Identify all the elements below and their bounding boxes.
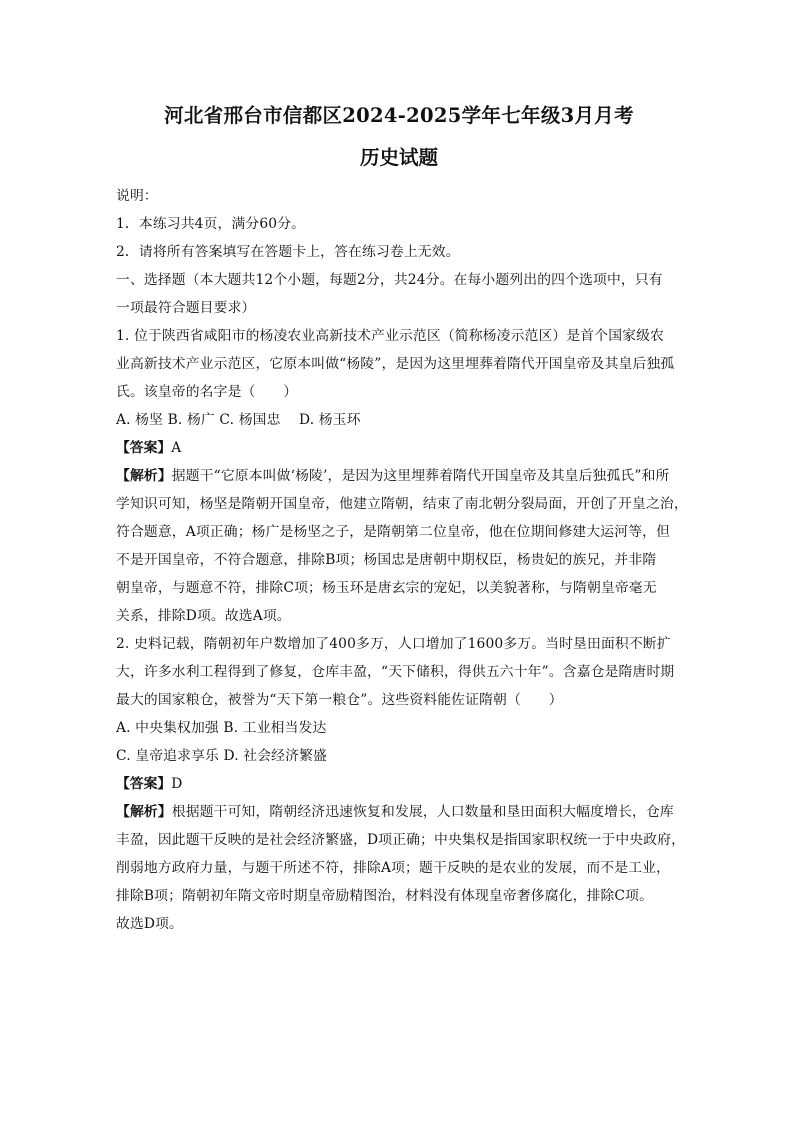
page-title: 河北省邢台市信都区2024-2025学年七年级3月月考 — [164, 104, 634, 127]
question-stem: 最大的国家粮仓，被誉为“天下第一粮仓”。这些资料能佐证隋朝（ ） — [116, 692, 563, 708]
answer-value: A — [171, 440, 182, 456]
analysis-line: 故选D项。 — [116, 916, 183, 932]
section-heading: 一、选择题（本大题共12个小题，每题2分，共24分。在每小题列出的四个选项中，只有 — [116, 272, 663, 288]
answer-line — [116, 434, 682, 462]
page-subtitle: 历史试题 — [359, 146, 438, 169]
instructions-heading: 说明： — [116, 188, 158, 204]
question-stem: 氏。该皇帝的名字是（ ） — [116, 384, 298, 400]
analysis-line: 符合题意，A项正确；杨广是杨坚之子，是隋朝第二位皇帝，他在位期间修建大运河等，但 — [116, 524, 671, 540]
question-options: A. 中央集权加强 B. 工业相当发达 — [116, 720, 327, 736]
analysis-line: 丰盈，因此题干反映的是社会经济繁盛，D项正确；中央集权是指国家职权统一于中央政府， — [116, 832, 686, 848]
analysis-line: 学知识可知，杨坚是隋朝开国皇帝，他建立隋朝，结束了南北朝分裂局面，开创了开皇之治， — [116, 496, 688, 512]
question-stem: 1. 位于陕西省咸阳市的杨凌农业高新技术产业示范区（简称杨凌示范区）是首个国家级农 — [116, 328, 664, 344]
question-stem: 业高新技术产业示范区，它原本叫做“杨陵”，是因为这里埋葬着隋代开国皇帝及其皇后独孤 — [116, 356, 675, 372]
analysis-line — [116, 798, 682, 826]
analysis-tag: 【解析】 — [116, 804, 172, 820]
analysis-line: 不是开国皇帝，不符合题意，排除B项；杨国忠是唐朝中期权臣，杨贵妃的族兄，并非隋 — [116, 552, 657, 568]
analysis-line: 排除B项；隋朝初年隋文帝时期皇帝励精图治，材料没有体现皇帝奢侈腐化，排除C项。 — [116, 888, 654, 904]
question-options: C. 皇帝追求享乐 D. 社会经济繁盛 — [116, 748, 327, 764]
answer-tag: 【答案】 — [116, 776, 172, 792]
answer-tag: 【答案】 — [116, 440, 172, 456]
question-1 — [116, 322, 688, 630]
analysis-text: 根据题干可知，隋朝经济迅速恢复和发展，人口数量和垦田面积大幅度增长，仓库 — [171, 804, 674, 820]
question-stem: 2. 史料记载，隋朝初年户数增加了400多万，人口增加了1600多万。当时垦田面积不断扩 — [116, 636, 671, 652]
answer-value: D — [171, 776, 183, 792]
answer-line — [116, 770, 682, 798]
question-stem: 大，许多水利工程得到了修复，仓库丰盈，“天下储积，得供五六十年”。含嘉仓是隋唐时期 — [116, 664, 675, 680]
instruction-item: 1．本练习共4页，满分60分。 — [116, 216, 306, 232]
instruction-item: 2．请将所有答案填写在答题卡上，答在练习卷上无效。 — [116, 244, 460, 260]
analysis-text: 据题干“它原本叫做‘杨陵’，是因为这里埋葬着隋代开国皇帝及其皇后独孤氏”和所 — [171, 468, 670, 484]
analysis-line: 关系，排除D项。故选A项。 — [116, 608, 291, 624]
analysis-tag: 【解析】 — [116, 468, 172, 484]
section-heading-cont: 一项最符合题目要求） — [116, 300, 256, 316]
analysis-line — [116, 462, 682, 490]
analysis-line: 朝皇帝，与题意不符，排除C项；杨玉环是唐玄宗的宠妃，以美貌著称，与隋朝皇帝毫无 — [116, 580, 657, 596]
question-options: A. 杨坚 B. 杨广 C. 杨国忠 D. 杨玉环 — [116, 412, 361, 428]
analysis-line: 削弱地方政府力量，与题干所述不符，排除A项；题干反映的是农业的发展，而不是工业， — [116, 860, 671, 876]
question-2 — [116, 630, 686, 938]
